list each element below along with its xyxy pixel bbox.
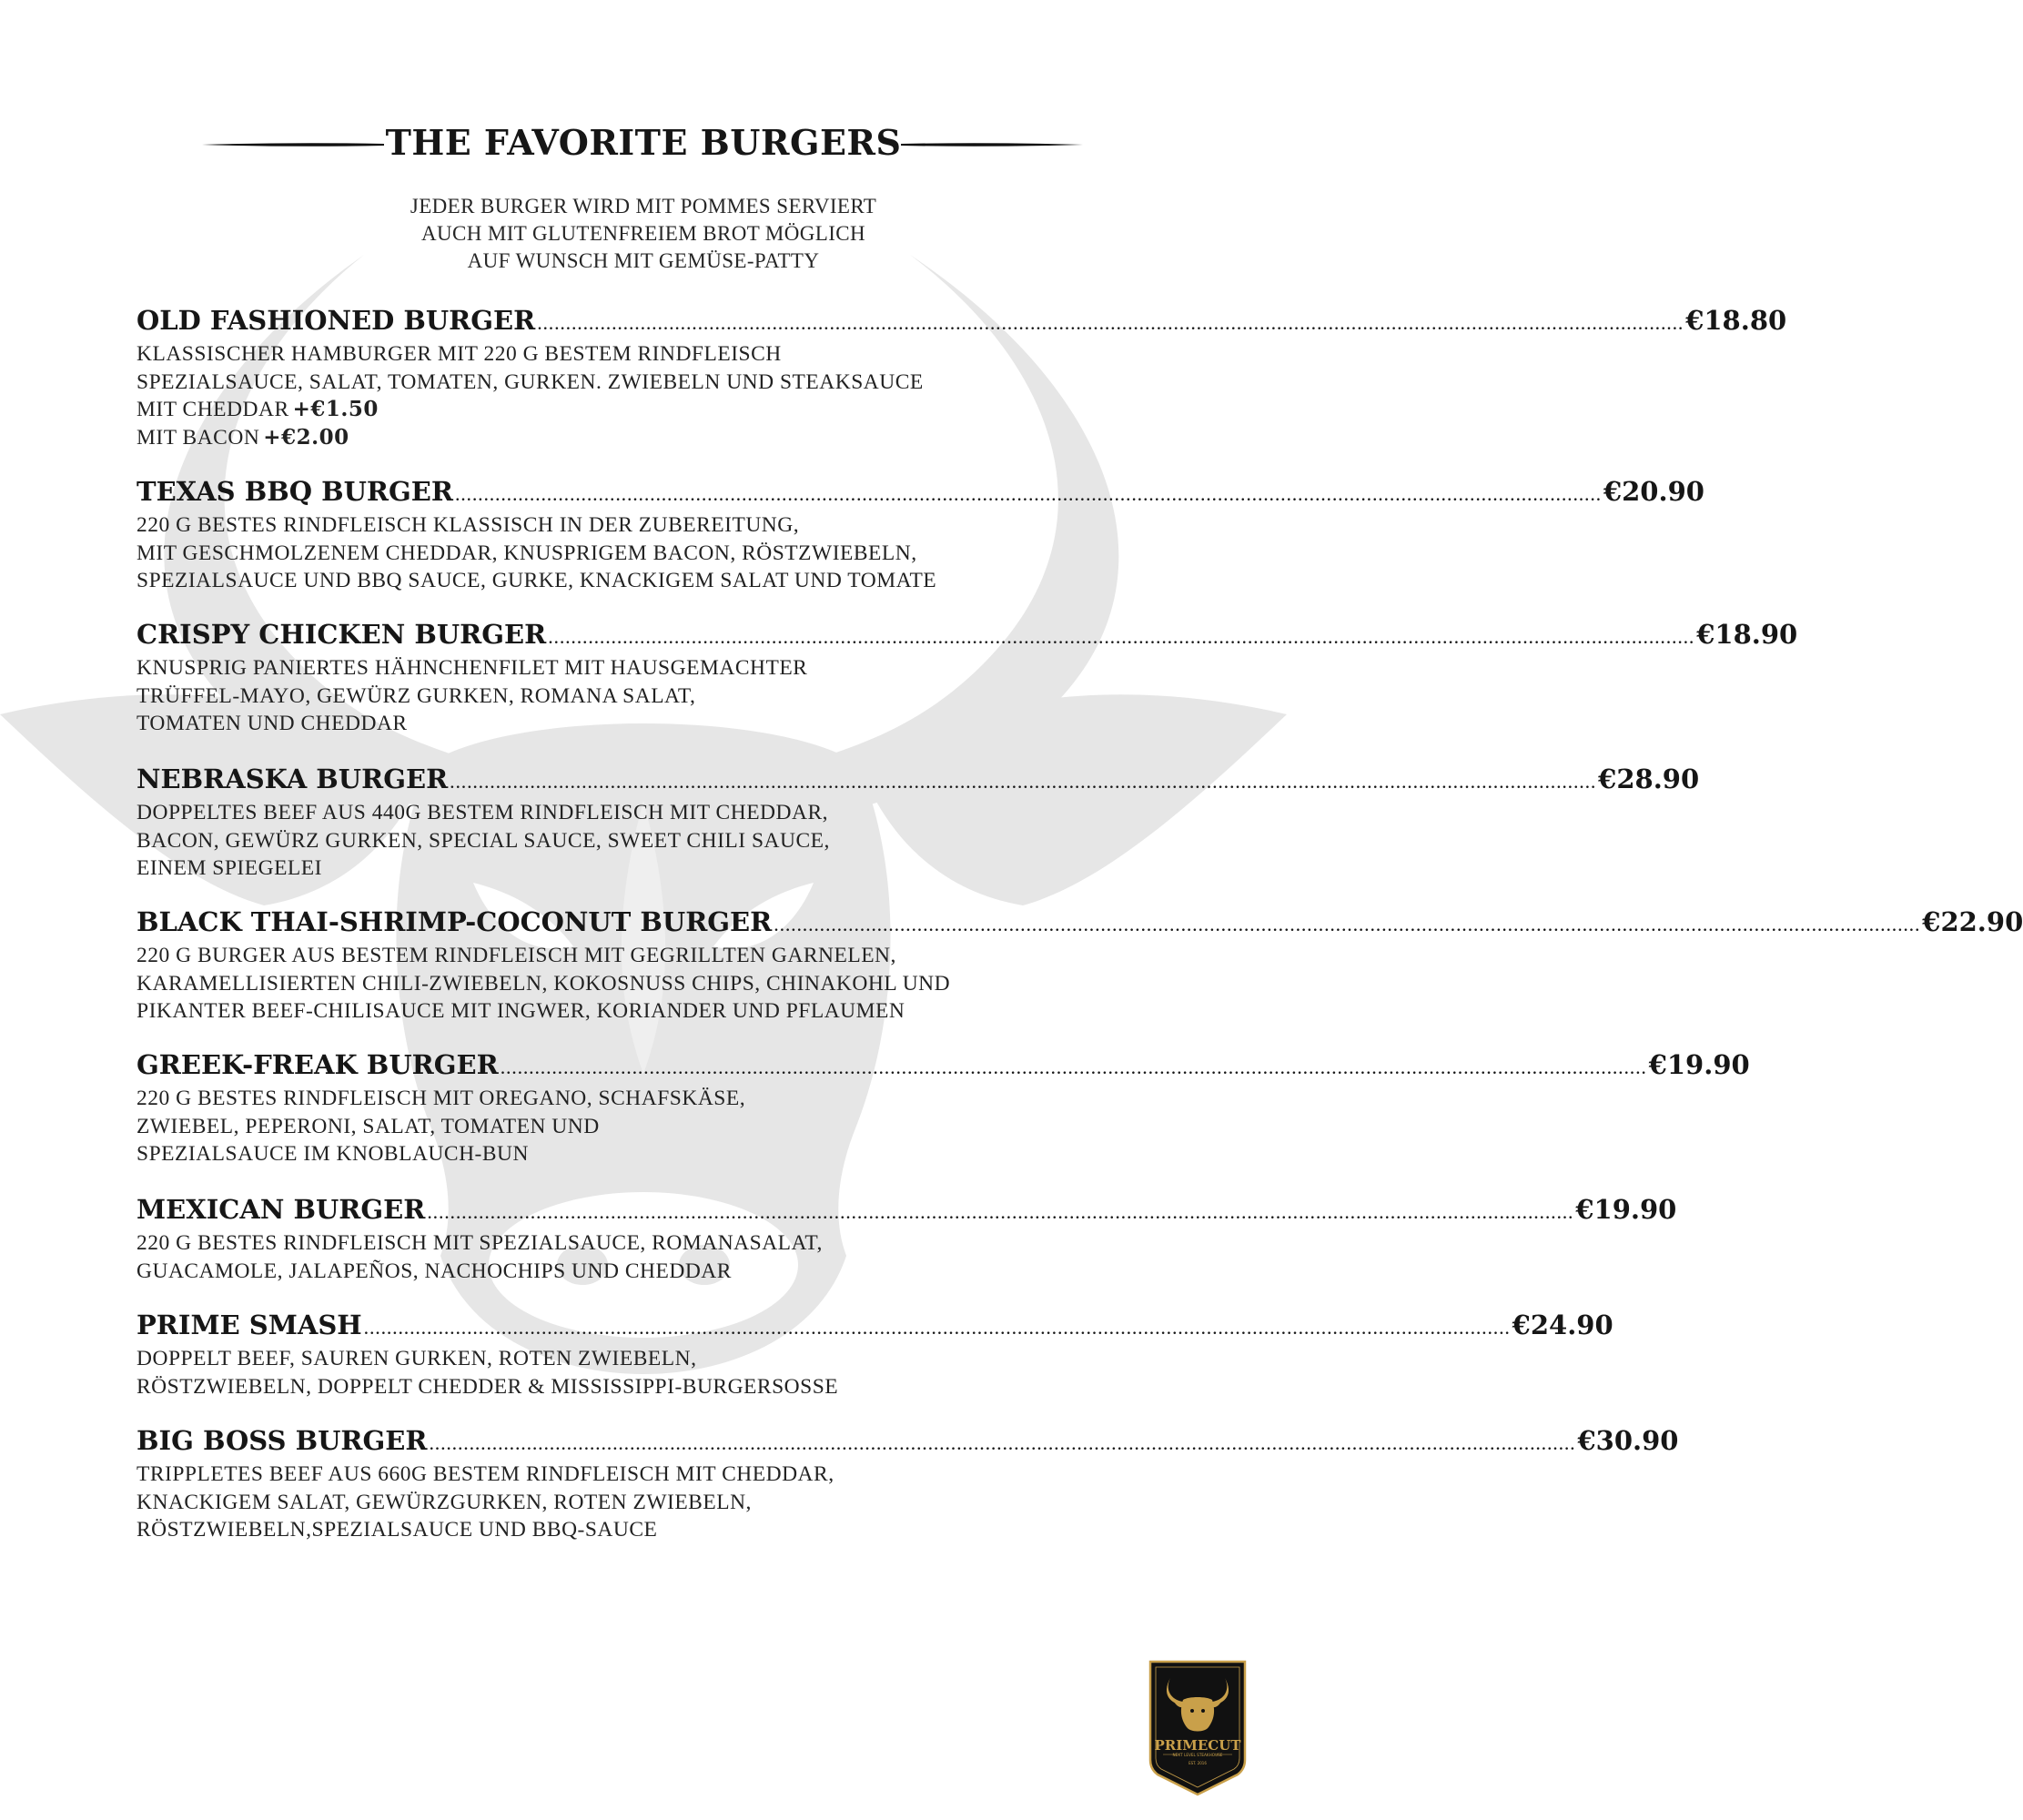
menu-notes (0, 193, 1287, 275)
item-description: MIT GESCHMOLZENEM CHEDDAR, KNUSPRIGEM BACON, RÖSTZWIEBELN, (137, 541, 917, 565)
item-price: €19.90 (1575, 1194, 1677, 1225)
item-price: €20.90 (1603, 476, 1704, 507)
item-description: ZWIEBEL, PEPERONI, SALAT, TOMATEN UND (137, 1114, 600, 1138)
logo-est: EST. 2016 (1189, 1761, 1207, 1765)
item-description: EINEM SPIEGELEI (137, 856, 322, 880)
menu-item (137, 1423, 1679, 1544)
item-description: SPEZIALSAUCE, SALAT, TOMATEN, GURKEN. ZWIEBELN UND STEAKSAUCE (137, 369, 924, 394)
menu-item (137, 303, 1787, 451)
item-description: PIKANTER BEEF-CHILISAUCE MIT INGWER, KORIANDER UND PFLAUMEN (137, 999, 905, 1023)
dot-leader: ........................................................................................................................................................................................................ (500, 1056, 1647, 1078)
note-line: AUCH MIT GLUTENFREIEM BROT MÖGLICH (420, 222, 866, 245)
item-description: RÖSTZWIEBELN,SPEZIALSAUCE UND BBQ-SAUCE (137, 1518, 658, 1542)
extra-price: +€2.00 (263, 424, 349, 450)
item-heading (137, 1192, 1677, 1229)
item-name: CRISPY CHICKEN BURGER (137, 619, 547, 650)
item-price: €28.90 (1598, 763, 1700, 794)
item-description: SPEZIALSAUCE UND BBQ SAUCE, GURKE, KNACKIGEM SALAT UND TOMATE (137, 569, 937, 592)
item-price: €30.90 (1577, 1425, 1679, 1456)
extra-price: +€1.50 (292, 397, 379, 421)
item-description: 220 G BURGER AUS BESTEM RINDFLEISCH MIT GEGRILLTEN GARNELEN, (137, 944, 896, 967)
menu-item (137, 1192, 1677, 1285)
item-description: RÖSTZWIEBELN, DOPPELT CHEDDER & MISSISSIPPI-BURGERSOSSE (137, 1374, 839, 1399)
item-description: BACON, GEWÜRZ GURKEN, SPECIAL SAUCE, SWEET CHILI SAUCE, (137, 828, 830, 853)
item-name: BIG BOSS BURGER (137, 1425, 428, 1456)
menu-item (137, 617, 1798, 738)
item-description: GUACAMOLE, JALAPEÑOS, NACHOCHIPS UND CHEDDAR (137, 1259, 732, 1283)
note-line: JEDER BURGER WIRD MIT POMMES SERVIERT (410, 195, 877, 217)
item-name: NEBRASKA BURGER (137, 763, 449, 794)
item-heading (137, 617, 1798, 654)
item-name: BLACK THAI-SHRIMP-COCONUT BURGER (137, 906, 773, 937)
dot-leader: ........................................................................................................................................................................................................ (548, 625, 1695, 648)
item-description: KARAMELLISIERTEN CHILI-ZWIEBELN, KOKOSNUSS CHIPS, CHINAKOHL UND (137, 971, 951, 996)
item-name: OLD FASHIONED BURGER (137, 305, 536, 336)
item-description: KNUSPRIG PANIERTES HÄHNCHENFILET MIT HAUSGEMACHTER (137, 656, 808, 680)
item-description: TRÜFFEL-MAYO, GEWÜRZ GURKEN, ROMANA SALAT, (137, 683, 696, 708)
item-description: SPEZIALSAUCE IM KNOBLAUCH-BUN (137, 1142, 529, 1166)
dot-leader: ........................................................................................................................................................................................................ (537, 311, 1684, 334)
item-name: TEXAS BBQ BURGER (137, 476, 453, 507)
item-name: GREEK-FREAK BURGER (137, 1049, 499, 1080)
item-price: €18.90 (1696, 619, 1798, 650)
item-description: 220 G BESTES RINDFLEISCH MIT OREGANO, SCHAFSKÄSE, (137, 1087, 746, 1110)
dot-leader: ........................................................................................................................................................................................................ (454, 482, 1602, 505)
menu-item (137, 905, 2023, 1026)
item-price: €24.90 (1512, 1309, 1613, 1340)
item-extra (137, 396, 1101, 424)
item-price: €22.90 (1922, 906, 2023, 937)
item-description: TRIPPLETES BEEF AUS 660G BESTEM RINDFLEISCH MIT CHEDDAR, (137, 1462, 834, 1486)
menu-item (137, 1047, 1750, 1168)
extra-label: MIT CHEDDAR (137, 398, 289, 421)
item-extra (137, 424, 1101, 452)
item-price: €18.80 (1685, 305, 1787, 336)
primecut-logo (1143, 1658, 1252, 1796)
item-name: MEXICAN BURGER (137, 1194, 426, 1225)
item-heading (137, 905, 2023, 942)
dot-leader: ........................................................................................................................................................................................................ (774, 913, 1921, 935)
logo-brand: PRIMECUT (1154, 1737, 1241, 1754)
extra-label: MIT BACON (137, 425, 260, 450)
item-description: 220 G BESTES RINDFLEISCH KLASSISCH IN DER ZUBEREITUNG, (137, 513, 800, 537)
logo-tagline: NEXT LEVEL STEAKHOUSE (1172, 1753, 1223, 1757)
item-name: PRIME SMASH (137, 1309, 362, 1340)
dot-leader: ........................................................................................................................................................................................................ (427, 1200, 1574, 1223)
item-price: €19.90 (1648, 1049, 1750, 1080)
item-description: DOPPELT BEEF, SAUREN GURKEN, ROTEN ZWIEBELN, (137, 1347, 697, 1370)
note-line: AUF WUNSCH MIT GEMÜSE-PATTY (467, 249, 820, 272)
item-description: 220 G BESTES RINDFLEISCH MIT SPEZIALSAUCE, ROMANASALAT, (137, 1231, 823, 1255)
page-title: THE FAVORITE BURGERS (385, 122, 902, 163)
menu-item (137, 1308, 1613, 1400)
title-divider-right (901, 142, 1083, 147)
item-heading (137, 1423, 1679, 1461)
title-row (0, 116, 1287, 171)
menu-item (137, 762, 1700, 883)
item-description: KNACKIGEM SALAT, GEWÜRZGURKEN, ROTEN ZWIEBELN, (137, 1490, 752, 1514)
dot-leader: ........................................................................................................................................................................................................ (363, 1316, 1511, 1339)
item-heading (137, 762, 1700, 799)
dot-leader: ........................................................................................................................................................................................................ (429, 1431, 1576, 1454)
item-heading (137, 474, 1704, 511)
item-description: TOMATEN UND CHEDDAR (137, 712, 408, 735)
item-heading (137, 1308, 1613, 1345)
item-description: KLASSISCHER HAMBURGER MIT 220 G BESTEM RINDFLEISCH (137, 342, 782, 366)
dot-leader: ........................................................................................................................................................................................................ (450, 770, 1597, 793)
item-heading (137, 1047, 1750, 1085)
item-description: DOPPELTES BEEF AUS 440G BESTEM RINDFLEISCH MIT CHEDDAR, (137, 801, 829, 824)
item-heading (137, 303, 1787, 340)
menu-item (137, 474, 1704, 595)
